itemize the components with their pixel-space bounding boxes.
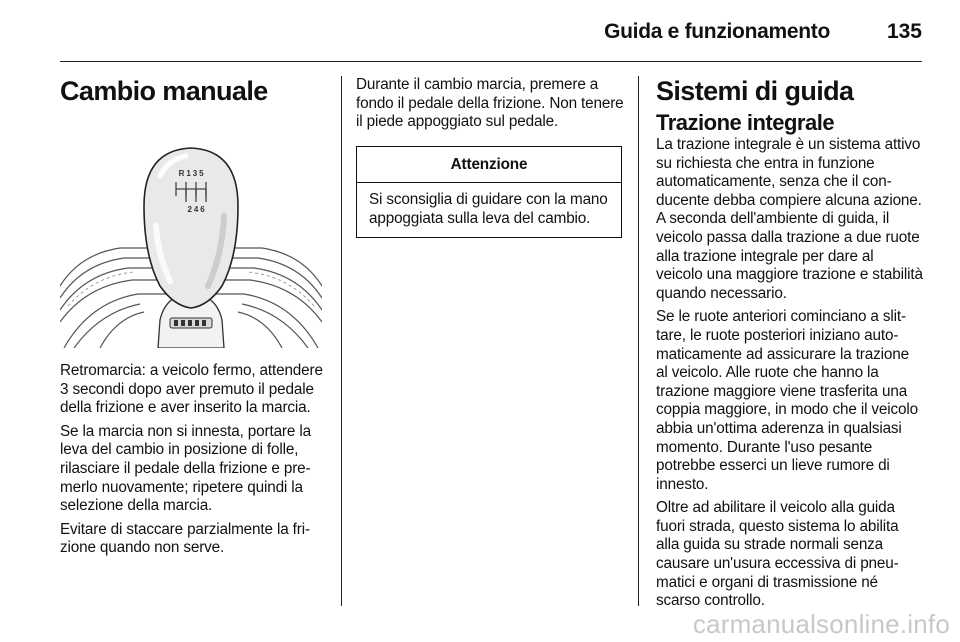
warning-box: [356, 146, 622, 238]
gear-shift-illustration: [60, 136, 322, 348]
paragraph-awd-offroad: Oltre ad abilitare il veicolo alla guida fuori strada, questo sistema lo abilita alla guida su strade normali senza causare un'usura eccessiva di pneumatici e organi di trasmissione né scarso controllo.: [656, 499, 899, 610]
section-heading-sistemi-di-guida: Sistemi di guida: [656, 76, 854, 106]
column-right: [656, 62, 924, 616]
subheading-trazione-integrale: Trazione integrale: [656, 110, 835, 135]
column-divider-left: [341, 76, 342, 606]
gear-knob-icon: [60, 136, 322, 348]
warning-title: Attenzione: [357, 147, 621, 184]
chapter-title: Guida e funzionamento: [604, 20, 830, 43]
warning-text: Si sconsiglia di guidare con la mano appoggiata sulla leva del cambio.: [369, 191, 608, 227]
paragraph-reverse-gear: Retromarcia: a veicolo fermo, attendere 3 secondi dopo aver premuto il pedale della frizione e aver inserito la marcia.: [60, 362, 323, 417]
column-divider-right: [638, 76, 639, 606]
page-header: [60, 14, 922, 62]
gear-pattern-top-label: R 1 3 5: [178, 169, 204, 178]
paragraph-gear-not-engaged: Se la marcia non si innesta, portare la leva del cambio in posizione di folle, rilasciare il pedale della frizione e premerlo nuovamente; ripetere quindi la selezione della marcia.: [60, 422, 311, 515]
paragraph-awd-intro: La trazione integrale è un sistema attivo su richiesta che entra in funzione automaticamente, senza che il conducente debba compiere alcuna azione. A seconda dell'ambiente di guida, il veicolo passa dalla trazione a due ruote alla trazione integrale per dare al veicolo una maggiore trazione e stabilità quando necessario.: [656, 136, 923, 302]
column-left: [60, 62, 328, 563]
section-heading-cambio-manuale: Cambio manuale: [60, 76, 268, 106]
gear-pattern-bottom-label: 2 4 6: [187, 205, 205, 214]
page-number: 135: [886, 20, 922, 43]
paragraph-awd-slip: Se le ruote anteriori cominciano a slittare, le ruote posteriori iniziano automaticamente ad assicurare la trazione al veicolo. Alle ruote che hanno la trazione maggiore viene trasferita una coppia maggiore, in modo che il veicolo abbia un'ottima aderenza in qualsiasi momento. Durante l'uso pesante potrebbe esserci un lieve rumore di innesto.: [656, 308, 918, 493]
paragraph-clutch-advice: Evitare di staccare parzialmente la frizione quando non serve.: [60, 520, 311, 557]
column-middle: [356, 62, 624, 238]
paragraph-clutch-pedal: Durante il cambio marcia, premere a fondo il pedale della frizione. Non tenere il piede appoggiato sul pedale.: [356, 76, 624, 131]
watermark-text: carmanualsonline.info: [692, 609, 950, 639]
